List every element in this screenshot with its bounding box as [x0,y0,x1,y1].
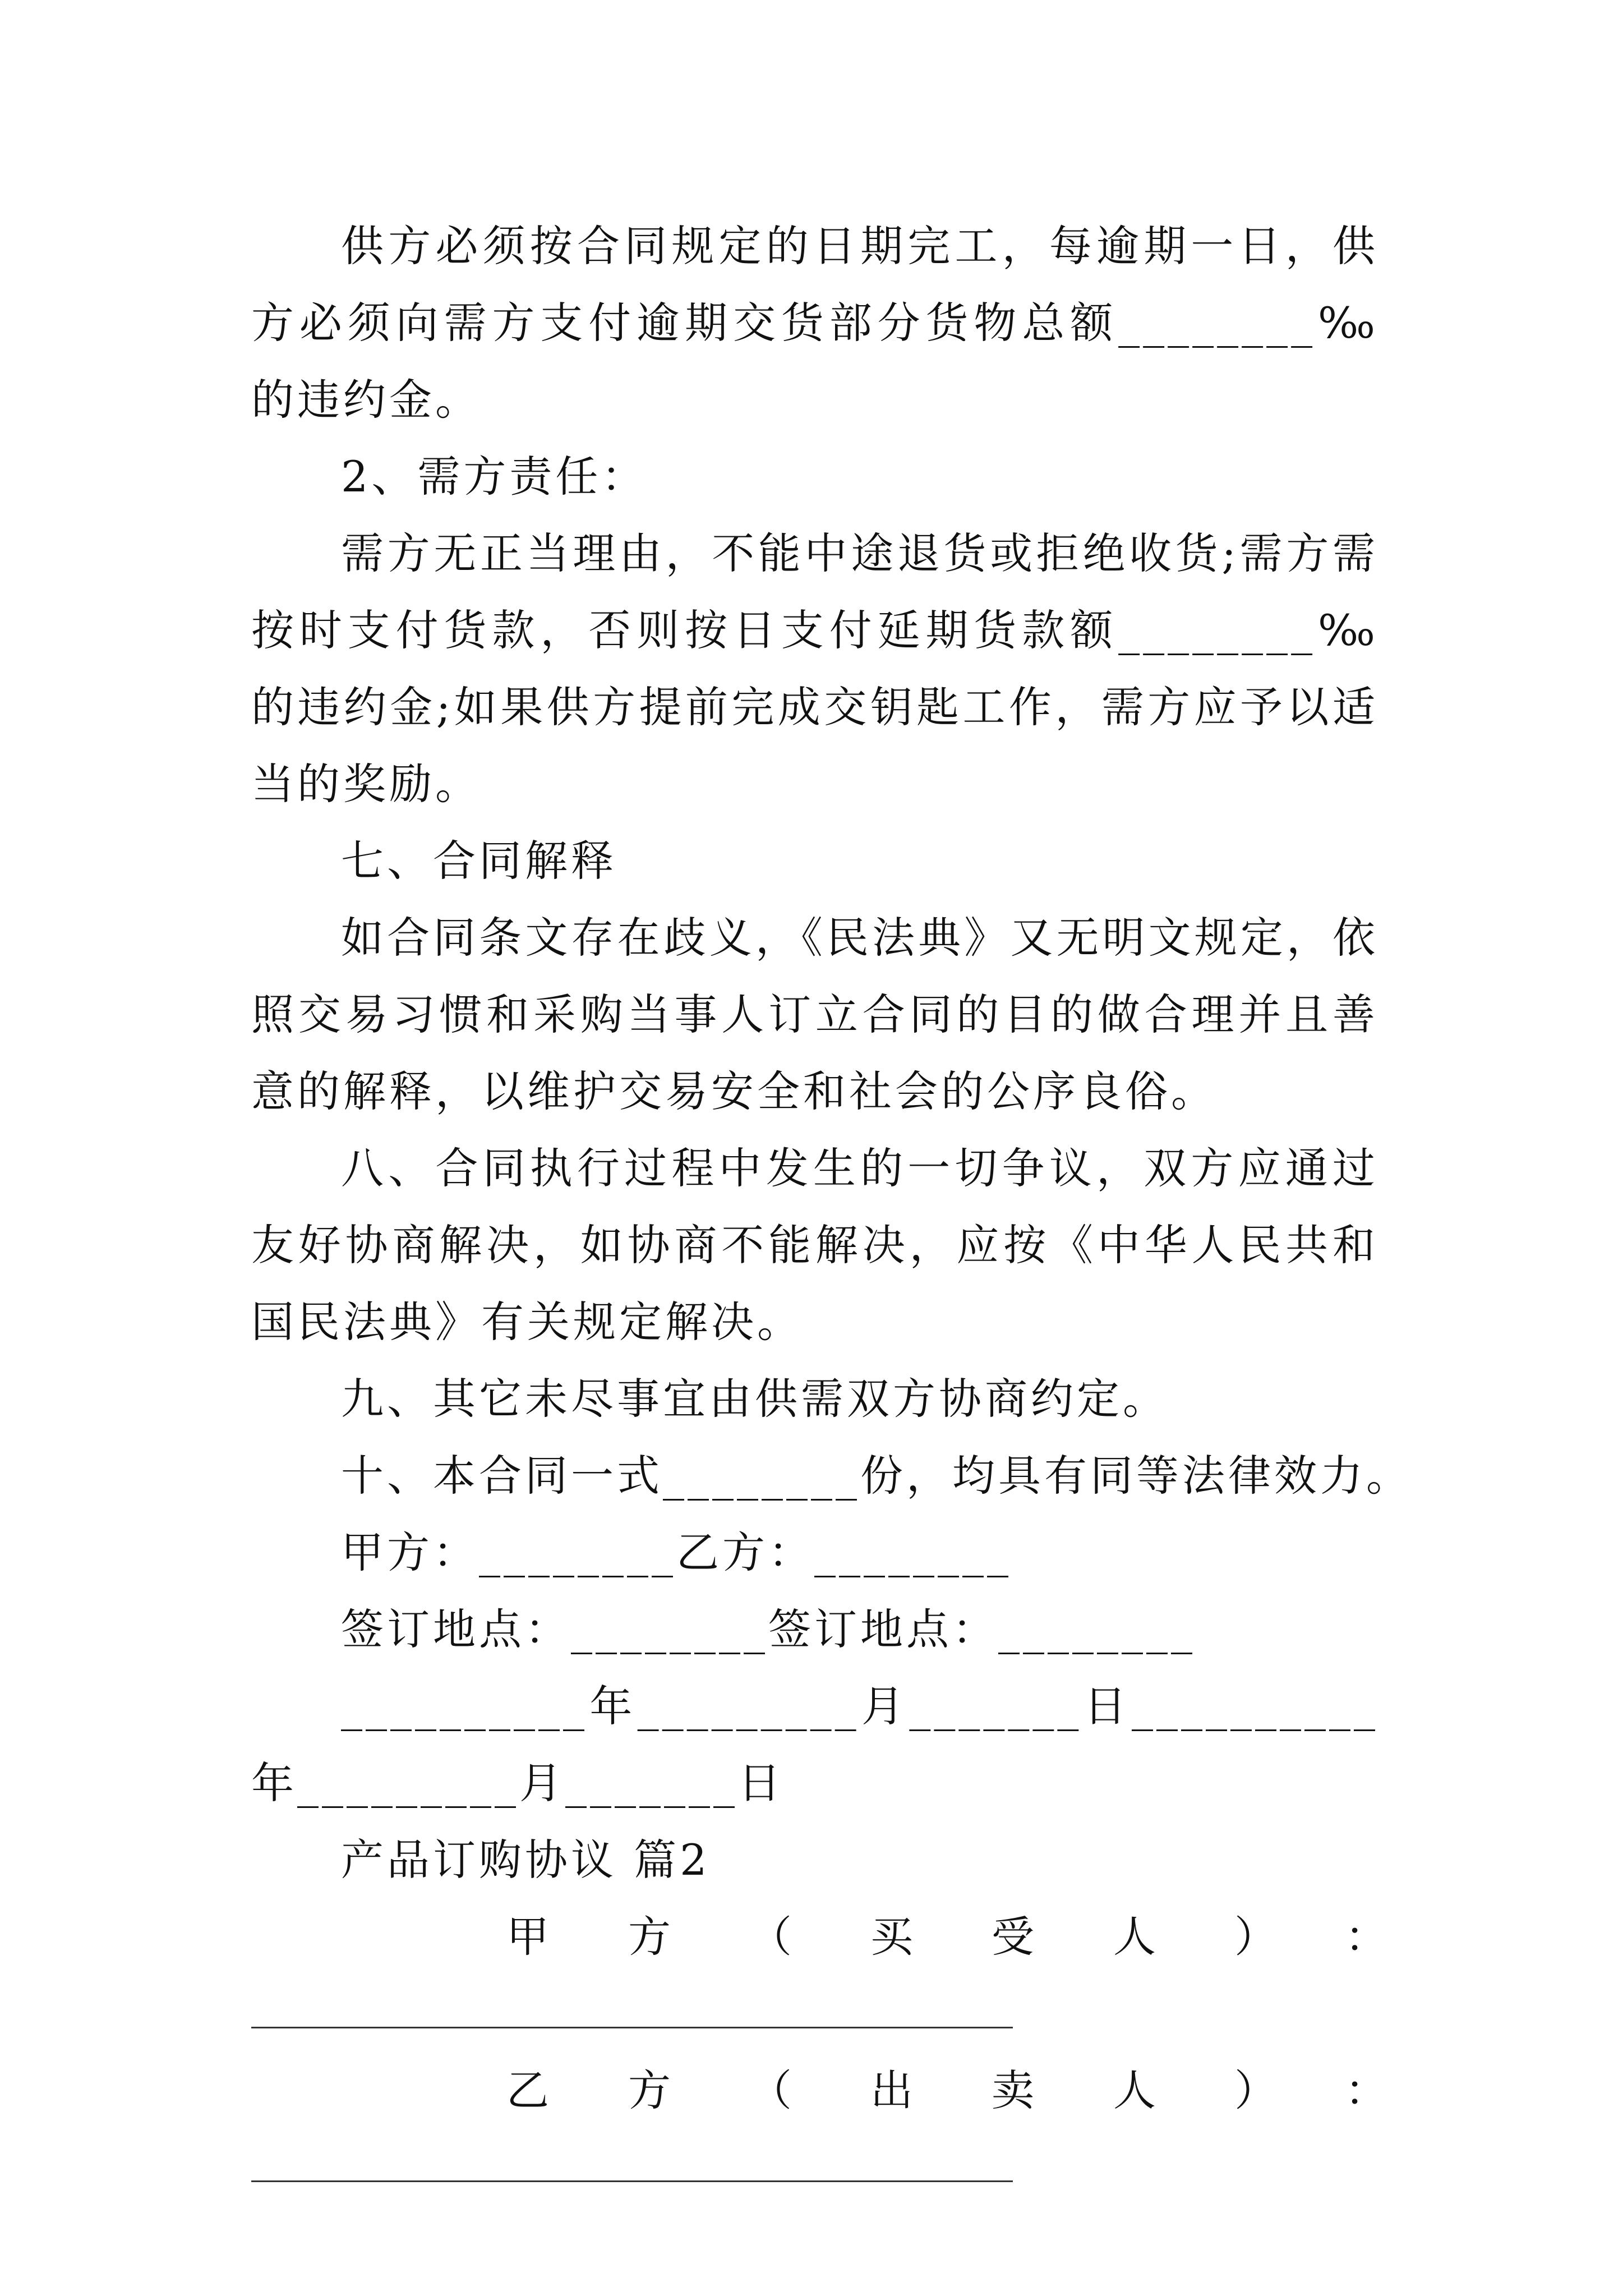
party-b-char: 卖 [992,2065,1034,2115]
party-b-char: ： [1345,2065,1387,2115]
party-b-char: （ [749,2065,792,2115]
party-b-heading [251,2052,1387,2129]
party-a-char: 人 [1113,1912,1156,1962]
section-7-heading: 七、合同解释 [341,836,617,886]
party-a-char: 受 [992,1912,1034,1962]
party-b-fill-line [251,2180,1013,2182]
agreement-title: 产品订购协议 篇2 [341,1835,711,1885]
party-b-char: 乙 [506,2065,549,2115]
parties-signature-line: 甲方：________乙方：________ [341,1527,1012,1577]
party-a-char: 买 [870,1912,913,1962]
party-a-fill-line [251,2027,1013,2028]
party-a-fill-line-row [251,1975,1378,2052]
section-9-clause: 九、其它未尽事宜由供需双方协商约定。 [341,1374,1169,1424]
party-a-heading [251,1898,1387,1975]
section-7-body: 如合同条文存在歧义，《民法典》又无明文规定，依照交易习惯和采购当事人订立合同的目的做合理并且善意的解释，以维护交易安全和社会的公序良俗。 [251,913,1378,1116]
section-10-clause: 十、本合同一式________份，均具有同等法律效力。 [341,1451,1412,1501]
buyer-responsibility-heading: 2、需方责任： [341,452,648,501]
party-a-char: 方 [628,1912,671,1962]
party-b-char: 出 [870,2065,913,2115]
sign-location-line: 签订地点：________签订地点：________ [341,1604,1196,1654]
date-line: __________年_________月_______日__________年_________月_______日 [251,1681,1378,1808]
supplier-delay-clause: 供方必须按合同规定的日期完工，每逾期一日，供方必须向需方支付逾期交货部分货物总额________‰的违约金。 [251,221,1378,425]
party-a-char: ） [1234,1912,1277,1962]
buyer-responsibility-clause: 需方无正当理由，不能中途退货或拒绝收货;需方需按时支付货款，否则按日支付延期货款额________‰的违约金;如果供方提前完成交钥匙工作，需方应予以适当的奖励。 [251,528,1378,809]
party-b-char: 人 [1113,2065,1156,2115]
party-b-char: 方 [628,2065,671,2115]
party-a-char: ： [1345,1912,1387,1962]
party-a-char: 甲 [506,1912,549,1962]
document-body [251,208,1412,2206]
section-8-clause: 八、合同执行过程中发生的一切争议，双方应通过友好协商解决，如协商不能解决，应按《中华人民共和国民法典》有关规定解决。 [251,1143,1378,1347]
party-a-char: （ [749,1912,792,1962]
party-b-fill-line-row [251,2129,1378,2206]
party-b-char: ） [1234,2065,1277,2115]
